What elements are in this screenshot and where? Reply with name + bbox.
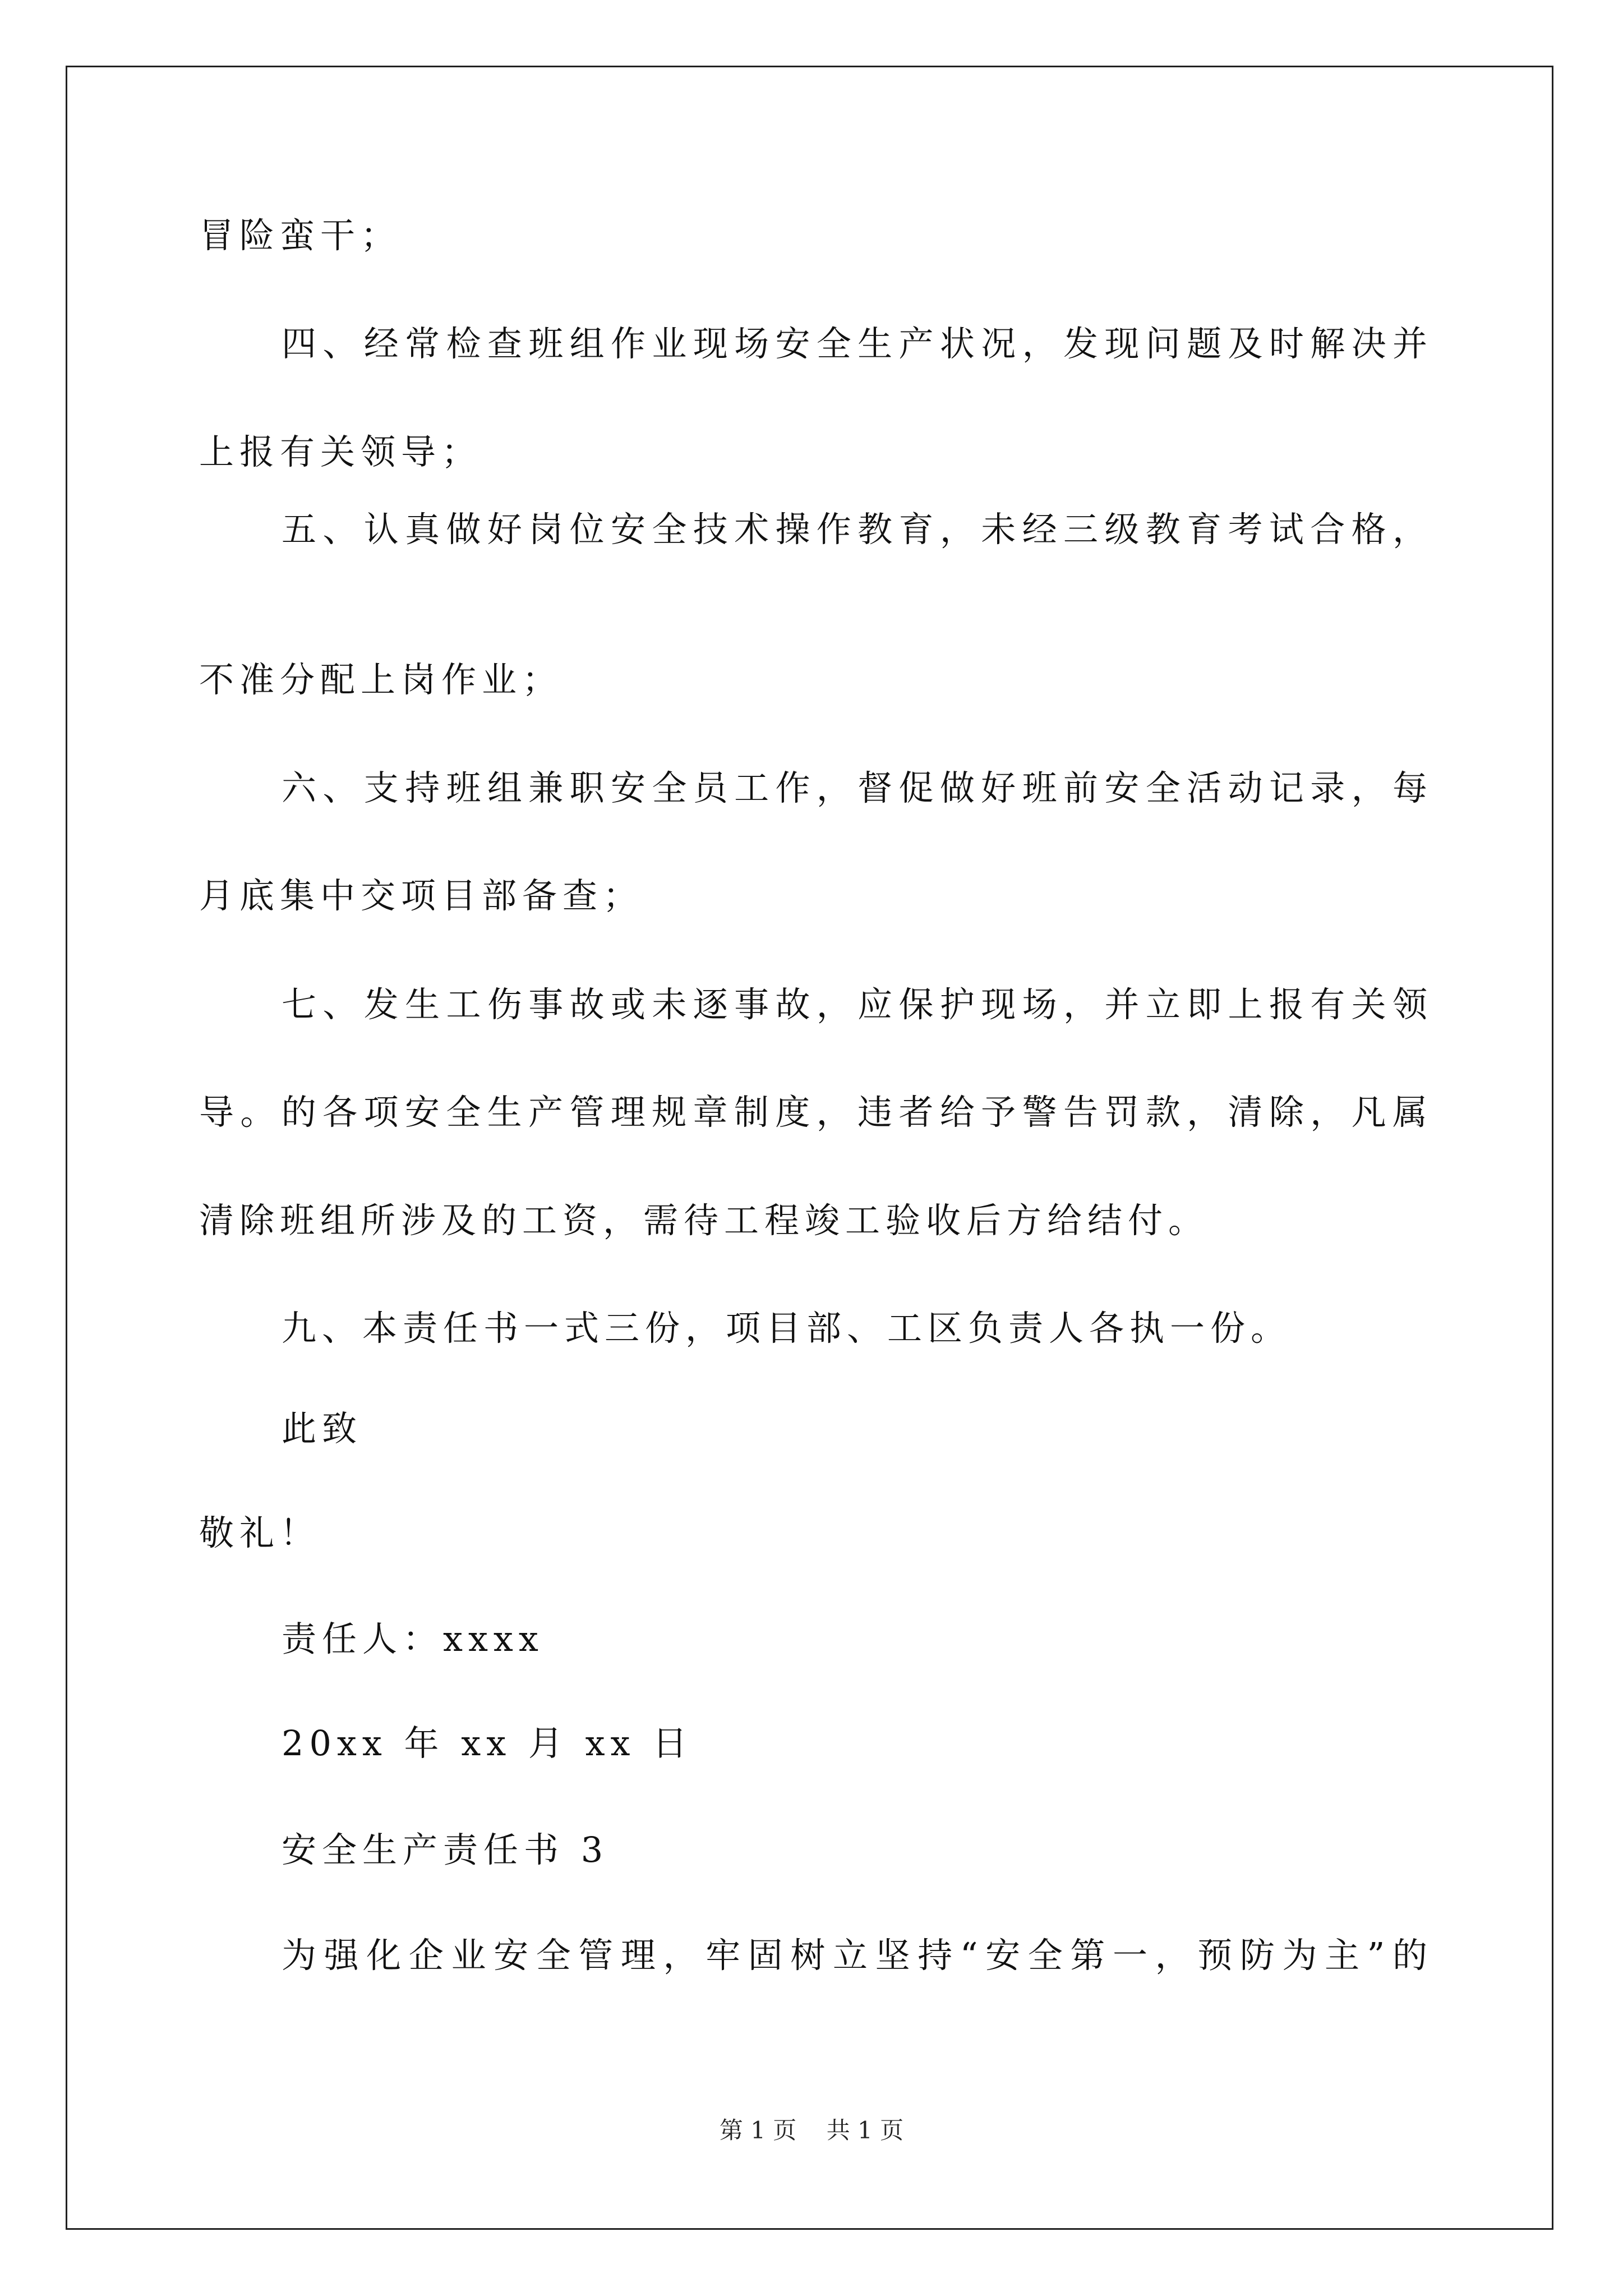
text-line: 清除班组所涉及的工资，需待工程竣工验收后方给结付。 <box>199 1200 1209 1241</box>
text-line: 月底集中交项目部备查； <box>199 875 644 916</box>
signatory: 责任人：xxxx <box>282 1618 544 1659</box>
text-line: 不准分配上岗作业； <box>199 659 563 700</box>
text-line: 六、支持班组兼职安全员工作，督促做好班前安全活动记录，每 <box>282 767 1427 808</box>
text-line: 为强化企业安全管理，牢固树立坚持“安全第一，预防为主”的 <box>282 1935 1427 1976</box>
text-line: 九、本责任书一式三份，项目部、工区负责人各执一份。 <box>282 1308 1292 1349</box>
section-title: 安全生产责任书 3 <box>282 1829 609 1870</box>
text-line: 五、认真做好岗位安全技术操作教育，未经三级教育考试合格， <box>282 509 1427 550</box>
page-border <box>66 66 1553 2230</box>
closing-salutation: 此致 <box>282 1408 363 1449</box>
text-line: 冒险蛮干； <box>199 215 402 256</box>
text-line: 四、经常检查班组作业现场安全生产状况，发现问题及时解决并 <box>282 323 1427 364</box>
text-line: 七、发生工伤事故或未逐事故，应保护现场，并立即上报有关领 <box>282 984 1427 1025</box>
date-line: 20xx 年 xx 月 xx 日 <box>282 1723 693 1764</box>
page-number: 第 1 页 共 1 页 <box>719 2116 904 2144</box>
text-line: 上报有关领导； <box>199 431 482 472</box>
text-line: 导。的各项安全生产管理规章制度，违者给予警告罚款，清除，凡属 <box>199 1092 1427 1133</box>
closing-regards: 敬礼！ <box>199 1512 321 1553</box>
